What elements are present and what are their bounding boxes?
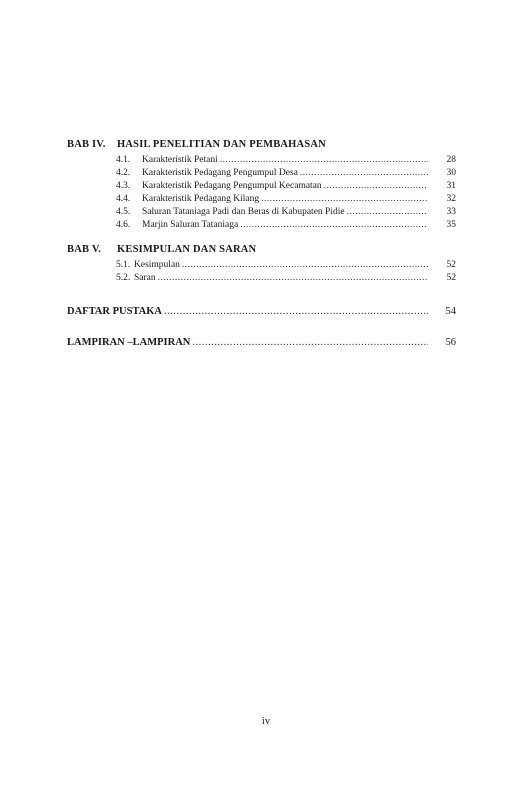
toc-entry-4-4[interactable] bbox=[116, 193, 456, 205]
chapter-heading-bab-iv bbox=[67, 139, 326, 150]
chapter-title: KESIMPULAN DAN SARAN bbox=[117, 244, 257, 255]
chapter-heading-bab-v bbox=[67, 244, 256, 255]
section-page: 52 bbox=[446, 260, 456, 270]
section-page: 30 bbox=[446, 168, 456, 178]
section-number: 4.3. bbox=[116, 181, 131, 191]
page-number: iv bbox=[261, 716, 271, 727]
section-number: 4.1. bbox=[116, 155, 131, 165]
section-number: 5.1. bbox=[116, 260, 131, 270]
toc-entry-4-3[interactable] bbox=[116, 180, 456, 192]
section-title: Karakteristik Pedagang Pengumpul Kecamatan bbox=[142, 181, 322, 191]
section-title: Saluran Tataniaga Padi dan Beras di Kabupaten Pidie bbox=[142, 207, 345, 217]
dot-leader bbox=[347, 206, 428, 218]
chapter-title: HASIL PENELITIAN DAN PEMBAHASAN bbox=[117, 139, 326, 150]
toc-entry-5-1[interactable] bbox=[116, 259, 456, 271]
back-matter-title: DAFTAR PUSTAKA bbox=[67, 306, 162, 317]
dot-leader bbox=[220, 154, 428, 166]
dot-leader bbox=[240, 219, 428, 231]
section-number: 4.2. bbox=[116, 168, 131, 178]
section-page: 35 bbox=[446, 220, 456, 230]
toc-entry-daftar-pustaka[interactable] bbox=[67, 306, 456, 318]
section-title: Karakteristik Petani bbox=[142, 155, 218, 165]
section-page: 31 bbox=[446, 181, 456, 191]
section-title: Kesimpulan bbox=[134, 260, 180, 270]
toc-entry-lampiran[interactable] bbox=[67, 337, 456, 349]
back-matter-title: LAMPIRAN –LAMPIRAN bbox=[67, 337, 191, 348]
section-title: Saran bbox=[134, 273, 156, 283]
dot-leader bbox=[300, 167, 428, 179]
dot-leader bbox=[324, 180, 428, 192]
section-number: 4.5. bbox=[116, 207, 131, 217]
dot-leader bbox=[261, 193, 428, 205]
section-title: Marjin Saluran Tataniaga bbox=[142, 220, 239, 230]
section-number: 4.4. bbox=[116, 194, 131, 204]
dot-leader bbox=[192, 337, 428, 349]
toc-entry-4-1[interactable] bbox=[116, 154, 456, 166]
toc-entry-4-6[interactable] bbox=[116, 219, 456, 231]
chapter-number: BAB V. bbox=[67, 244, 102, 255]
back-matter-page: 56 bbox=[445, 337, 456, 348]
toc-entry-5-2[interactable] bbox=[116, 272, 456, 284]
toc-entry-4-5[interactable] bbox=[116, 206, 456, 218]
toc-entry-4-2[interactable] bbox=[116, 167, 456, 179]
dot-leader bbox=[182, 259, 428, 271]
back-matter-page: 54 bbox=[445, 306, 456, 317]
section-page: 32 bbox=[446, 194, 456, 204]
section-page: 52 bbox=[446, 273, 456, 283]
section-title: Karakteristik Pedagang Pengumpul Desa bbox=[142, 168, 298, 178]
section-title: Karakteristik Pedagang Kilang bbox=[142, 194, 260, 204]
dot-leader bbox=[164, 306, 428, 318]
dot-leader bbox=[158, 272, 428, 284]
section-page: 28 bbox=[446, 155, 456, 165]
chapter-number: BAB IV. bbox=[67, 139, 106, 150]
section-number: 4.6. bbox=[116, 220, 131, 230]
section-number: 5.2. bbox=[116, 273, 131, 283]
section-page: 33 bbox=[446, 207, 456, 217]
